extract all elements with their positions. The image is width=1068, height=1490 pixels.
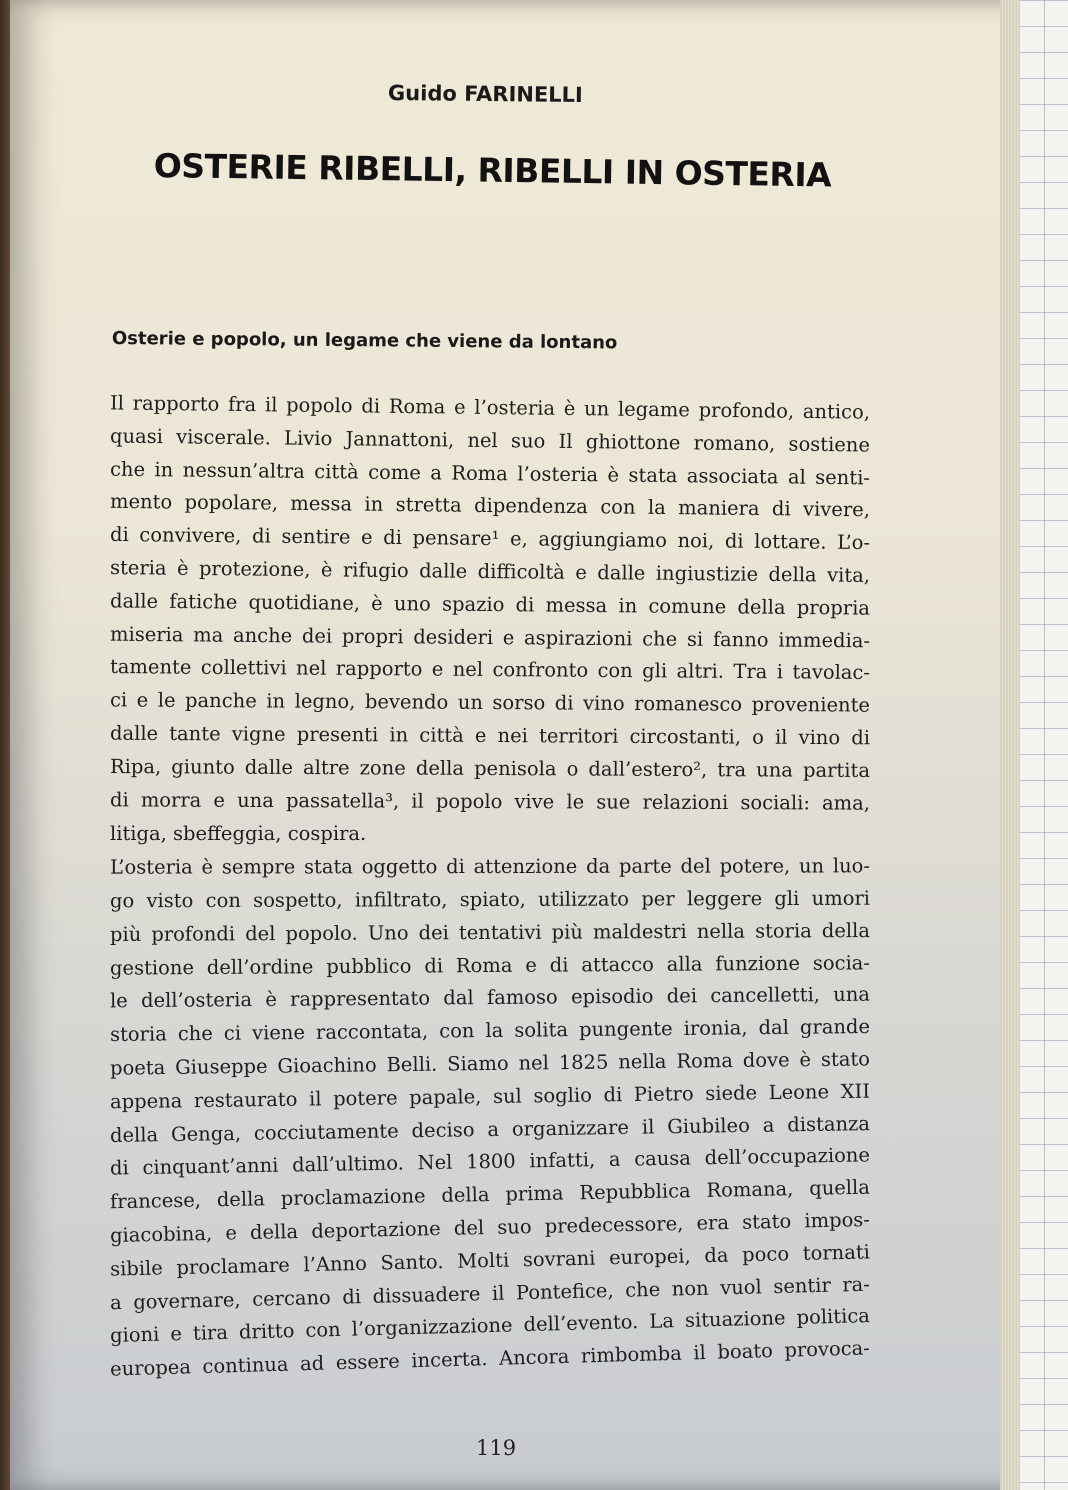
- text-line: di convivere, di sentire e di pensare¹ e, aggiungiamo noi, di lottare. L’o-: [109, 523, 871, 555]
- text-line: dalle fatiche quotidiane, è uno spazio di messa in comune della propria: [109, 589, 871, 620]
- page-number: 119: [476, 1436, 517, 1460]
- text-line: gestione dell’ordine pubblico di Roma e di attacco alla funzione socia-: [109, 950, 871, 980]
- text-line: a governare, cercano di dissuadere il Pontefice, che non vuol sentir ra-: [109, 1272, 871, 1314]
- text-line: che in nessun’altra città come a Roma l’osteria è stata associata al senti-: [109, 457, 871, 489]
- text-line: europea continua ad essere incerta. Ancora rimbomba il boato provoca-: [109, 1336, 871, 1381]
- text-line: della Genga, cocciutamente deciso a organizzare il Giubileo a distanza: [109, 1111, 871, 1147]
- book-page: [10, 0, 1018, 1490]
- text-line: dalle tante vigne presenti in città e nei territori circostanti, o il vino di: [109, 721, 871, 750]
- text-line: di morra e una passatella³, il popolo vive le sue relazioni sociali: ama,: [109, 787, 871, 815]
- text-line: tamente collettivi nel rapporto e nel confronto con gli altri. Tra i tavolac-: [109, 655, 871, 685]
- text-line: di cinquant’anni dall’ultimo. Nel 1800 infatti, a causa dell’occupazione: [109, 1143, 871, 1180]
- text-line: poeta Giuseppe Gioachino Belli. Siamo nel 1825 nella Roma dove è stato: [109, 1047, 871, 1080]
- author-name: Guido FARINELLI: [387, 80, 583, 108]
- section-heading: Osterie e popolo, un legame che viene da lontano: [111, 328, 618, 354]
- text-line: francese, della proclamazione della prima Repubblica Romana, quella: [109, 1175, 871, 1214]
- notebook-background: [1018, 0, 1068, 1490]
- text-line: litiga, sbeffeggia, cospira.: [110, 822, 367, 846]
- text-line: appena restaurato il potere papale, sul soglio di Pietro siede Leone XII: [109, 1079, 871, 1114]
- text-line: le dell’osteria è rappresentato dal famoso episodio dei cancelletti, una: [109, 983, 871, 1013]
- text-line: mento popolare, messa in stretta dipendenza con la maniera di vivere,: [109, 490, 871, 522]
- text-line: più profondi del popolo. Uno dei tentativi più maldestri nella storia della: [109, 918, 871, 946]
- text-line: ci e le panche in legno, bevendo un sorso di vino romanesco proveniente: [109, 688, 871, 717]
- text-line: gioni e tira dritto con l’organizzazione dell’evento. La situazione politica: [109, 1304, 871, 1348]
- text-line: sibile proclamare l’Anno Santo. Molti sovrani europei, da poco tornati: [109, 1240, 871, 1281]
- text-line: giacobina, e della deportazione del suo predecessore, era stato impos-: [109, 1207, 871, 1247]
- chapter-title: OSTERIE RIBELLI, RIBELLI IN OSTERIA: [153, 146, 832, 195]
- text-line: Ripa, giunto dalle altre zone della penisola o dall’estero², tra una partita: [109, 754, 871, 782]
- body-text: [109, 391, 871, 1381]
- text-line: quasi viscerale. Livio Jannattoni, nel suo Il ghiottone romano, sostiene: [109, 424, 871, 457]
- text-line: L’osteria è sempre stata oggetto di attenzione da parte del potere, un luo-: [109, 854, 871, 879]
- text-line: steria è protezione, è rifugio dalle difficoltà e dalle ingiustizie della vita,: [109, 556, 871, 587]
- text-line: go visto con sospetto, infiltrato, spiato, utilizzato per leggere gli umori: [109, 886, 871, 913]
- page-edges: [1000, 0, 1020, 1490]
- text-line: Il rapporto fra il popolo di Roma e l’osteria è un legame profondo, antico,: [109, 391, 871, 424]
- text-line: miseria ma anche dei propri desideri e aspirazioni che si fanno immedia-: [109, 622, 871, 652]
- text-line: storia che ci viene raccontata, con la solita pungente ironia, dal grande: [109, 1015, 871, 1047]
